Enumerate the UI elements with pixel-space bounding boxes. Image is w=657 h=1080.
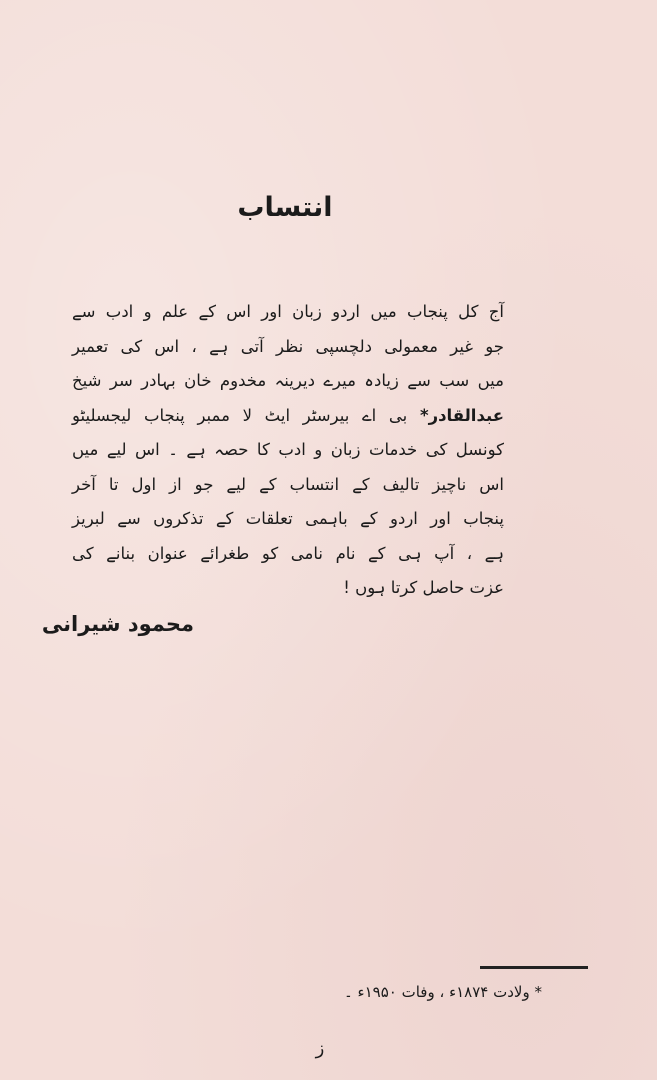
text-line: پنجاب اور اردو کے باہمی تعلقات کے تذکروں سے لبریز [72,509,504,528]
page-title: انتساب [237,192,333,223]
dedicatee-name: عبدالقادر* [419,405,504,425]
footnote: * ولادت ۱۸۷۴ء ، وفات ۱۹۵۰ء ۔ [343,983,542,1001]
dedication-text [72,295,504,606]
author-signature: محمود شیرانی [41,612,194,636]
text-line: آج کل پنجاب میں اردو زبان اور اس کے علم و ادب سے [72,302,504,321]
text-line: میں سب سے زیادہ میرے دیرینہ مخدوم خان بہادر سر شیخ [72,371,504,390]
text-line: کونسل کی خدمات زبان و ادب کا حصہ ہے ۔ اس لیے میں [72,440,504,459]
text-line [72,399,504,434]
dedicatee-titles: بی اے بیرسٹر ایٹ لا ممبر پنجاب لیجسلیٹو [72,405,420,425]
footnote-divider [480,966,588,969]
text-line: عزت حاصل کرتا ہوں ! [343,578,504,597]
text-line: جو غیر معمولی دلچسپی نظر آتی ہے ، اس کی تعمیر [72,336,504,356]
text-line: ہے ، آپ ہی کے نام نامی کو طغرائے عنوان بنانے کی [72,543,504,563]
text-line: اس ناچیز تالیف کے انتساب کے لیے جو از اول تا آخر [72,474,504,494]
page-number: ز [315,1038,325,1059]
